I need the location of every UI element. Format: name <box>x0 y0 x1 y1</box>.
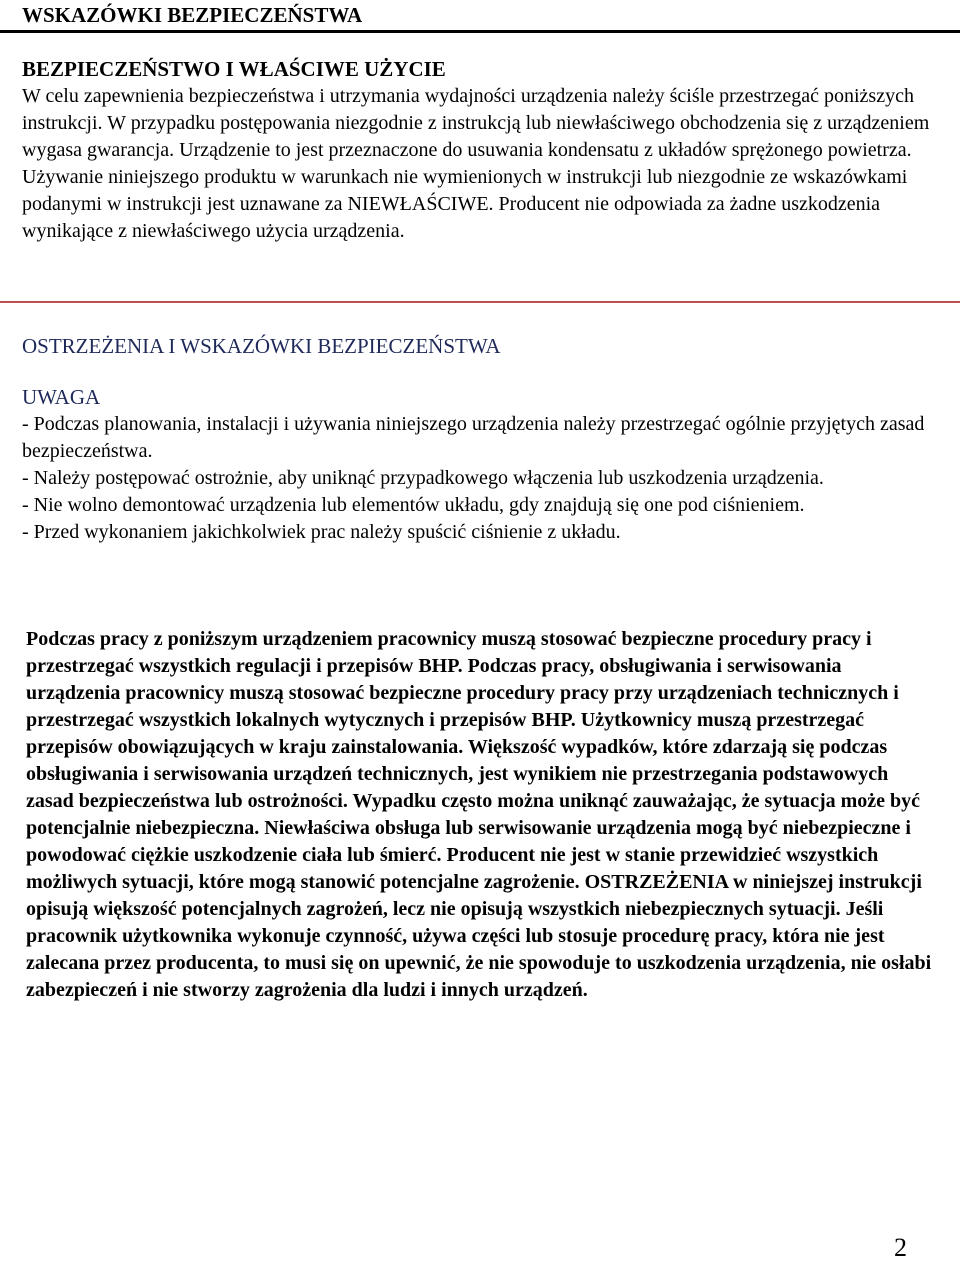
page-number: 2 <box>894 1233 907 1262</box>
section-warnings-title: OSTRZEŻENIA I WSKAZÓWKI BEZPIECZEŃSTWA <box>22 334 501 358</box>
warning-item: - Podczas planowania, instalacji i używania niniejszego urządzenia należy przestrzegać ogólnie przyjętych zasad bezpieczeństwa. <box>22 413 925 462</box>
warning-item: - Należy postępować ostrożnie, aby uniknąć przypadkowego włączenia lub uszkodzenia urządzenia. <box>22 467 824 489</box>
section-warnings <box>22 384 942 546</box>
section-bhp-procedures: Podczas pracy z poniższym urządzeniem pracownicy muszą stosować bezpieczne procedury pracy i przestrzegać wszystkich regulacji i przepisów BHP. Podczas pracy, obsługiwania i serwisowania urządzenia pracownicy muszą stosować bezpieczne procedury pracy przy urządzeniach technicznych i przestrzegać wszystkich lokalnych wytycznych i przepisów BHP. Użytkownicy muszą przestrzegać przepisów obowiązujących w kraju zainstalowania. Większość wypadków, które zdarzają się podczas obsługiwania i serwisowania urządzeń technicznych, jest wynikiem nie przestrzegania podstawowych zasad bezpieczeństwa lub ostrożności. Wypadku często można uniknąć zauważając, że sytuacja może być potencjalnie niebezpieczna. Niewłaściwa obsługa lub serwisowanie urządzenia mogą być niebezpieczne i powodować ciężkie uszkodzenie ciała lub śmierć. Producent nie jest w stanie przewidzieć wszystkich możliwych sytuacji, które mogą stanowić potencjalne zagrożenie. OSTRZEŻENIA w niniejszej instrukcji opisują większość potencjalnych zagrożeń, lecz nie opisują wszystkich niebezpiecznych sytuacji. Jeśli pracownik użytkownika wykonuje czynność, używa części lub stosuje procedurę pracy, która nie jest zalecana przez producenta, to musi się on upewnić, że nie spowoduje to uszkodzenia urządzenia, nie osłabi zabezpieczeń i nie stworzy zagrożenia dla ludzi i innych urządzeń. <box>26 628 932 1001</box>
section-safe-use-heading: BEZPIECZEŃSTWO I WŁAŚCIWE UŻYCIE <box>22 57 446 81</box>
warning-item: - Przed wykonaniem jakichkolwiek prac należy spuścić ciśnienie z układu. <box>22 521 621 543</box>
section-divider <box>0 301 960 303</box>
warning-label: UWAGA <box>22 385 101 409</box>
warning-item: - Nie wolno demontować urządzenia lub elementów układu, gdy znajdują się one pod ciśnieniem. <box>22 494 805 516</box>
page-header-title: WSKAZÓWKI BEZPIECZEŃSTWA <box>0 0 960 33</box>
section-safe-use-body: W celu zapewnienia bezpieczeństwa i utrzymania wydajności urządzenia należy ściśle przestrzegać poniższych instrukcji. W przypadku postępowania niezgodnie z instrukcją lub niewłaściwego obchodzenia się z urządzeniem wygasa gwarancja. Urządzenie to jest przeznaczone do usuwania kondensatu z układów sprężonego powietrza. Używanie niniejszego produktu w warunkach nie wymienionych w instrukcji lub niezgodnie ze wskazówkami podanymi w instrukcji jest uznawane za NIEWŁAŚCIWE. Producent nie odpowiada za żadne uszkodzenia wynikające z niewłaściwego użycia urządzenia. <box>22 85 930 242</box>
section-safe-use <box>22 56 942 245</box>
